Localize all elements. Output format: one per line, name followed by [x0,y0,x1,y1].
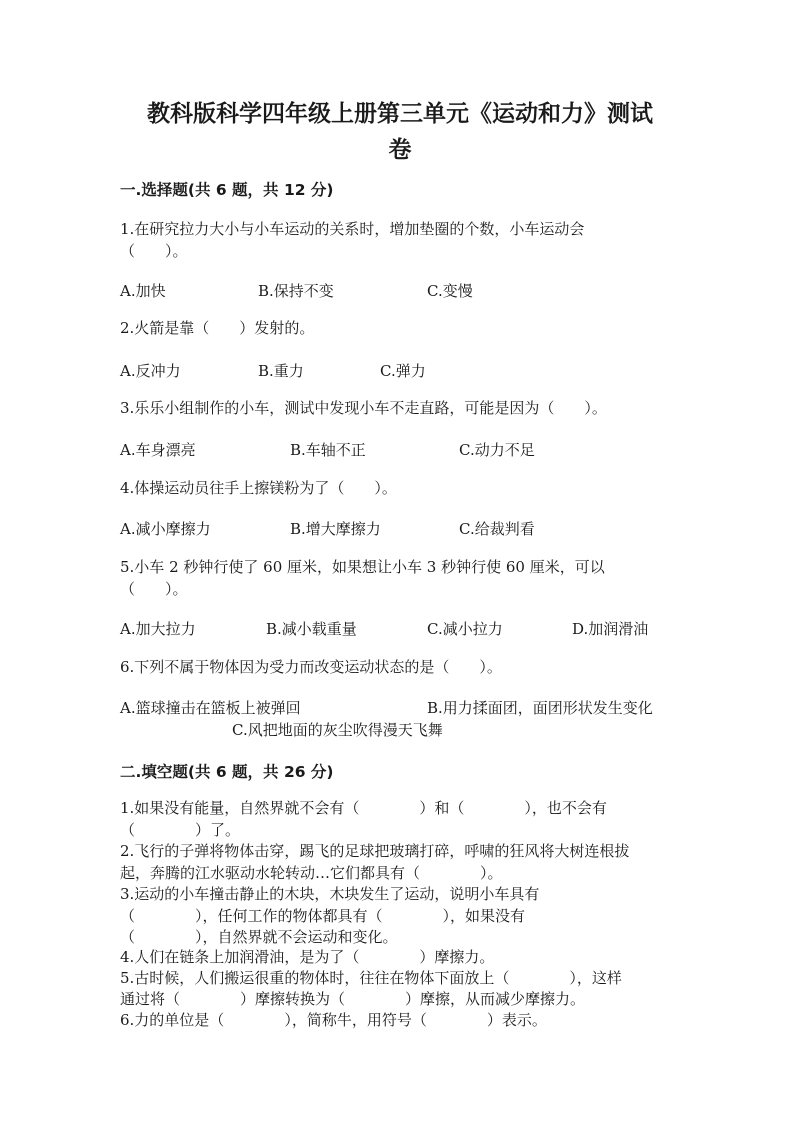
exam-title-line1: 教科版科学四年级上册第三单元《运动和力》测试 [147,101,653,127]
question-2-text: 2.火箭是靠（ ）发射的。 [120,319,315,337]
section-heading-fill: 二.填空题(共 6 题，共 26 分) [120,763,334,781]
q3-option-c[interactable]: C.动力不足 [459,441,535,459]
q1-option-b[interactable]: B.保持不变 [258,282,334,300]
q2-option-c[interactable]: C.弹力 [380,362,426,380]
q2-option-b[interactable]: B.重力 [258,362,304,380]
question-3-text: 3.乐乐小组制作的小车，测试中发现小车不走直路，可能是因为（ ）。 [120,399,607,417]
q5-option-b[interactable]: B.减小载重量 [266,620,357,638]
fill-line: （ ），自然界就不会运动和变化。 [120,928,398,946]
fill-line: （ ），任何工作的物体都具有（ ），如果没有 [120,907,526,925]
fill-line: （ ）了。 [120,821,241,839]
fill-line: 1.如果没有能量，自然界就不会有（ ）和（ ），也不会有 [120,799,607,817]
fill-line: 4.人们在链条上加润滑油，是为了（ ）摩擦力。 [120,948,495,966]
q2-option-a[interactable]: A.反冲力 [120,362,181,380]
exam-title-line2: 卷 [388,137,412,163]
q6-option-b[interactable]: B.用力揉面团，面团形状发生变化 [427,699,653,717]
fill-line: 5.古时候，人们搬运很重的物体时，往往在物体下面放上（ ），这样 [120,969,622,987]
question-5-blank: （ ）。 [120,580,188,598]
q4-option-a[interactable]: A.减小摩擦力 [120,520,211,538]
question-1-blank: （ ）。 [120,242,188,260]
q5-option-c[interactable]: C.减小拉力 [427,620,503,638]
exam-title [120,96,680,168]
q1-option-c[interactable]: C.变慢 [427,282,473,300]
q4-option-b[interactable]: B.增大摩擦力 [290,520,381,538]
q6-option-a[interactable]: A.篮球撞击在篮板上被弹回 [120,699,301,717]
q1-option-a[interactable]: A.加快 [120,282,166,300]
fill-line: 6.力的单位是（ ），简称牛，用符号（ ）表示。 [120,1011,547,1029]
fill-line: 通过将（ ）摩擦转换为（ ）摩擦，从而减少摩擦力。 [120,990,586,1008]
q5-option-a[interactable]: A.加大拉力 [120,620,196,638]
question-6-text: 6.下列不属于物体因为受力而改变运动状态的是（ ）。 [120,658,502,676]
fill-line: 3.运动的小车撞击静止的木块，木块发生了运动，说明小车具有 [120,885,540,903]
fill-line: 起，奔腾的江水驱动水轮转动…它们都具有（ ）。 [120,864,503,882]
fill-line: 2.飞行的子弹将物体击穿，踢飞的足球把玻璃打碎，呼啸的狂风将大树连根拔 [120,842,630,860]
question-4-text: 4.体操运动员往手上擦镁粉为了（ ）。 [120,479,397,497]
q5-option-d[interactable]: D.加润滑油 [572,620,649,638]
section-heading-choice: 一.选择题(共 6 题，共 12 分) [120,181,334,199]
q6-option-c[interactable]: C.风把地面的灰尘吹得漫天飞舞 [232,721,443,739]
q4-option-c[interactable]: C.给裁判看 [459,520,535,538]
question-5-text: 5.小车 2 秒钟行使了 60 厘米，如果想让小车 3 秒钟行使 60 厘米，可以 [120,558,605,576]
q3-option-a[interactable]: A.车身漂亮 [120,441,196,459]
q3-option-b[interactable]: B.车轴不正 [290,441,366,459]
question-1-text: 1.在研究拉力大小与小车运动的关系时，增加垫圈的个数，小车运动会 [120,220,585,238]
